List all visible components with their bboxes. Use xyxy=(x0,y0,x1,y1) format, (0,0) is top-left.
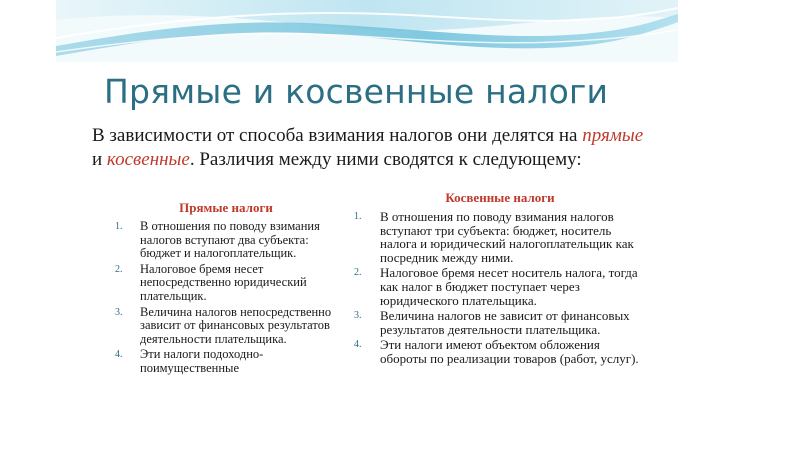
list-item-number: 4. xyxy=(115,349,123,361)
slide-title: Прямые и косвенные налоги xyxy=(104,72,609,111)
list-item-number: 1. xyxy=(115,221,123,232)
list-item-number: 3. xyxy=(354,310,362,322)
list-item-text: В отношения по поводу взимания налогов вступают два субъекта: бюджет и налогоплательщик. xyxy=(140,219,320,261)
intro-text-part2: . Различия между ними сводятся к следующему: xyxy=(189,149,582,170)
list-item-text: Эти налоги имеют объектом обложения обороты по реализации товаров (работ, услуг). xyxy=(380,337,639,366)
list-item xyxy=(344,338,644,365)
list-item-text: Величина налогов не зависит от финансовых результатов деятельности плательщика. xyxy=(380,308,630,337)
list-item-number: 4. xyxy=(354,339,362,351)
intro-and: и xyxy=(92,149,107,170)
list-item xyxy=(344,266,644,307)
decorative-wave-header xyxy=(56,0,678,62)
list-item-text: Величина налогов непосредственно зависит от финансовых результатов деятельности плательщика. xyxy=(140,304,332,346)
list-item-number: 3. xyxy=(115,306,123,318)
list-item-text: Налоговое бремя несет непосредственно юридический плательщик. xyxy=(140,261,307,303)
list-item xyxy=(108,348,338,375)
indirect-taxes-heading: Косвенные налоги xyxy=(445,190,555,205)
list-item xyxy=(108,263,338,304)
list-item xyxy=(108,220,338,261)
slide xyxy=(56,0,678,449)
intro-text-part1: В зависимости от способа взимания налогов они делятся на xyxy=(92,125,583,146)
list-item xyxy=(108,306,338,347)
list-item-text: Эти налоги подоходно-поимущественные xyxy=(140,347,264,375)
list-item xyxy=(344,210,644,264)
direct-taxes-list xyxy=(108,220,338,376)
list-item-number: 2. xyxy=(115,263,123,275)
indirect-taxes-list xyxy=(344,210,644,366)
indirect-taxes-column xyxy=(344,190,644,368)
list-item-number: 2. xyxy=(354,267,362,279)
list-item xyxy=(344,309,644,336)
intro-direct-word: прямые xyxy=(582,125,644,146)
list-item-text: Налоговое бремя несет носитель налога, тогда как налог в бюджет поступает через юридического плательщика. xyxy=(380,265,638,308)
direct-taxes-heading: Прямые налоги xyxy=(179,200,273,215)
list-item-text: В отношения по поводу взимания налогов вступают три субъекта: бюджет, носитель налога и юридический налогоплательщик как посредник между ними. xyxy=(380,209,634,265)
direct-taxes-column xyxy=(108,200,338,378)
list-item-number: 1. xyxy=(354,211,362,222)
intro-paragraph xyxy=(92,124,652,172)
intro-indirect-word: косвенные xyxy=(106,149,190,170)
